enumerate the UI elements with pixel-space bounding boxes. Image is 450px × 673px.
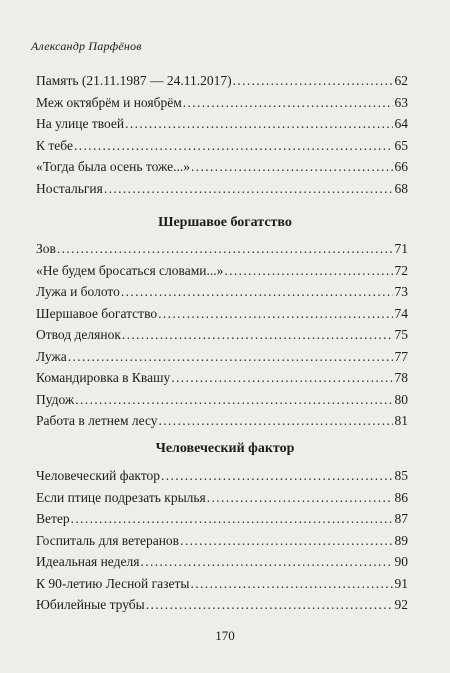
toc-leader-dots <box>171 367 393 389</box>
toc-entry-title: Пудож <box>36 391 75 407</box>
toc-entry-page: 81 <box>394 413 408 428</box>
toc-entry-page: 85 <box>394 468 408 483</box>
toc-entry-page: 66 <box>394 159 408 174</box>
toc-entry <box>36 238 408 260</box>
toc-leader-dots <box>224 260 393 282</box>
toc-entry-title: Ветер <box>36 511 70 526</box>
toc-entry <box>36 260 408 282</box>
toc-entry-title: К 90-летию Лесной газеты <box>36 575 190 591</box>
toc-entry-title: Командировка в Квашу <box>36 370 171 385</box>
toc-entry <box>36 70 408 92</box>
toc-entry-title: Меж октябрём и ноябрём <box>36 94 182 110</box>
toc-entry-title: Лужа и болото <box>36 284 120 299</box>
running-header: Александр Парфёнов <box>31 39 142 53</box>
toc-entry-title: «Тогда была осень тоже...» <box>36 159 191 174</box>
toc-leader-dots <box>140 551 393 573</box>
toc-leader-dots <box>74 135 393 157</box>
toc-leader-dots <box>207 487 393 509</box>
toc-entry-page: 80 <box>394 391 408 407</box>
toc-entry <box>36 92 408 114</box>
toc-entry-title: Отвод делянок <box>36 327 121 342</box>
toc-entry-page: 74 <box>394 305 408 321</box>
toc-leader-dots <box>180 530 393 552</box>
toc-entry-title: Работа в летнем лесу <box>36 413 158 428</box>
toc-section-3 <box>36 465 408 616</box>
toc-entry <box>36 551 408 573</box>
toc-leader-dots <box>233 70 393 92</box>
toc-entry <box>36 508 408 530</box>
toc-leader-dots <box>146 594 393 616</box>
toc-entry-page: 87 <box>394 511 408 526</box>
toc-entry-page: 73 <box>394 284 408 299</box>
toc-section-1 <box>36 70 408 199</box>
toc-entry-page: 75 <box>394 327 408 342</box>
toc-entry-page: 64 <box>394 116 408 131</box>
toc-section-2 <box>36 238 408 432</box>
section-heading: Человеческий фактор <box>155 441 295 456</box>
toc-entry-title: Идеальная неделя <box>36 554 140 569</box>
toc-entry-title: «Не будем бросаться словами...» <box>36 262 224 278</box>
toc-leader-dots <box>75 389 393 411</box>
toc-leader-dots <box>191 156 393 178</box>
toc-entry <box>36 530 408 552</box>
toc-leader-dots <box>125 113 393 135</box>
toc-entry-title: Ностальгия <box>36 180 103 196</box>
toc-entry-title: Если птице подрезать крылья <box>36 489 206 505</box>
toc-entry-page: 62 <box>394 73 408 88</box>
toc-entry <box>36 389 408 411</box>
toc-entry-page: 68 <box>394 180 408 196</box>
toc-entry <box>36 594 408 616</box>
toc-entry <box>36 303 408 325</box>
toc-leader-dots <box>190 573 393 595</box>
toc-entry-page: 90 <box>394 554 408 569</box>
toc-entry-page: 72 <box>394 262 408 278</box>
toc-entry <box>36 346 408 368</box>
toc-leader-dots <box>183 92 393 114</box>
toc-entry <box>36 487 408 509</box>
toc-entry-title: К тебе <box>36 137 73 153</box>
toc-entry-title: Память (21.11.1987 — 24.11.2017) <box>36 73 232 88</box>
toc-entry <box>36 367 408 389</box>
toc-leader-dots <box>158 303 393 325</box>
toc-entry-page: 89 <box>394 532 408 548</box>
toc-entry <box>36 156 408 178</box>
toc-entry-page: 78 <box>394 370 408 385</box>
toc-leader-dots <box>122 324 393 346</box>
toc-entry <box>36 178 408 200</box>
toc-entry-title: Зов <box>36 241 56 256</box>
toc-leader-dots <box>159 410 393 432</box>
toc-entry-title: Госпиталь для ветеранов <box>36 532 180 548</box>
toc-entry-page: 77 <box>394 348 408 364</box>
section-heading: Шершавое богатство <box>158 215 292 230</box>
toc-entry-page: 65 <box>394 137 408 153</box>
toc-entry <box>36 410 408 432</box>
toc-entry <box>36 573 408 595</box>
toc-entry-title: Шершавое богатство <box>36 305 158 321</box>
toc-leader-dots <box>71 508 393 530</box>
toc-leader-dots <box>121 281 393 303</box>
toc-entry <box>36 135 408 157</box>
toc-entry-page: 91 <box>394 575 408 591</box>
toc-leader-dots <box>161 465 393 487</box>
toc-entry-page: 86 <box>394 489 408 505</box>
toc-entry-title: На улице твоей <box>36 116 125 131</box>
toc-entry <box>36 324 408 346</box>
toc-entry <box>36 465 408 487</box>
toc-entry-title: Человеческий фактор <box>36 468 161 483</box>
page-number: 170 <box>215 628 235 643</box>
toc-entry-title: Лужа <box>36 348 67 364</box>
toc-leader-dots <box>104 178 393 200</box>
toc-entry <box>36 113 408 135</box>
toc-entry-page: 71 <box>394 241 408 256</box>
toc-entry-title: Юбилейные трубы <box>36 597 145 612</box>
toc-leader-dots <box>68 346 393 368</box>
toc-entry <box>36 281 408 303</box>
toc-entry-page: 92 <box>394 597 408 612</box>
toc-leader-dots <box>57 238 393 260</box>
toc-entry-page: 63 <box>394 94 408 110</box>
